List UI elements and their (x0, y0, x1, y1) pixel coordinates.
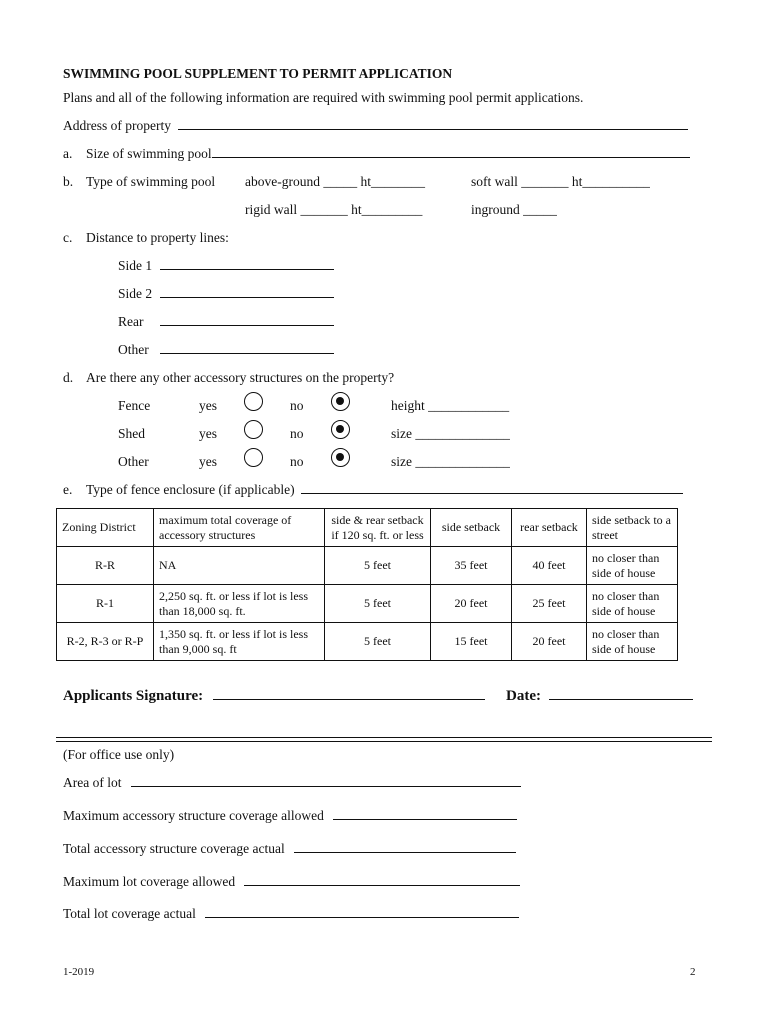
table-cell: 5 feet (325, 547, 431, 585)
other-no-label: no (290, 454, 304, 469)
fence-type-field[interactable] (301, 492, 683, 494)
actual-accessory-coverage-field[interactable] (294, 851, 516, 853)
max-accessory-coverage-field[interactable] (333, 818, 517, 820)
table-cell: 5 feet (325, 623, 431, 661)
table-header-cell: side setback to a street (587, 509, 678, 547)
size-row (86, 146, 690, 162)
table-header-row (57, 509, 678, 547)
type-label: Type of swimming pool (86, 174, 216, 189)
table-cell: 25 feet (512, 585, 587, 623)
address-label: Address of property (63, 118, 171, 133)
fence-type-label: Type of fence enclosure (if applicable) (86, 482, 295, 497)
max-lot-coverage-field[interactable] (244, 884, 520, 886)
revision-date: 1-2019 (63, 966, 95, 978)
type-letter: b. (63, 174, 74, 189)
soft-wall-field[interactable]: soft wall _______ ht__________ (471, 174, 650, 189)
actual-lot-coverage-label: Total lot coverage actual (63, 906, 196, 921)
distance-label: Distance to property lines: (86, 230, 229, 245)
fence-no-radio[interactable] (331, 392, 350, 411)
signature-label: Applicants Signature: (63, 688, 204, 704)
signature-field[interactable] (213, 698, 485, 700)
actual-lot-coverage-field[interactable] (205, 916, 519, 918)
inground-field[interactable]: inground _____ (471, 202, 557, 217)
table-header-cell: side & rear setback if 120 sq. ft. or less (325, 509, 431, 547)
divider-line (56, 741, 712, 742)
table-row (57, 585, 678, 623)
area-of-lot-label: Area of lot (63, 775, 122, 790)
fence-type-letter: e. (63, 482, 73, 497)
address-row (63, 118, 688, 134)
table-cell: 35 feet (431, 547, 512, 585)
shed-label: Shed (118, 426, 145, 441)
distance-rear-field[interactable] (160, 324, 334, 326)
other-label: Other (118, 454, 149, 469)
table-cell: R-R (57, 547, 154, 585)
other-size-field[interactable]: size ______________ (391, 454, 510, 469)
divider-line (56, 737, 712, 738)
intro-text: Plans and all of the following information are required with swimming pool permit applications. (63, 90, 584, 105)
distance-other-field[interactable] (160, 352, 334, 354)
shed-no-label: no (290, 426, 304, 441)
page-title: SWIMMING POOL SUPPLEMENT TO PERMIT APPLICATION (63, 66, 453, 81)
office-field-row (63, 906, 519, 922)
fence-yes-label: yes (199, 398, 217, 413)
office-field-row (63, 775, 521, 791)
table-cell: 2,250 sq. ft. or less if lot is less than 18,000 sq. ft. (154, 585, 325, 623)
table-cell: 15 feet (431, 623, 512, 661)
table-row (57, 547, 678, 585)
area-of-lot-field[interactable] (131, 785, 521, 787)
distance-letter: c. (63, 230, 73, 245)
distance-other-label: Other (118, 342, 149, 357)
other-no-radio[interactable] (331, 448, 350, 467)
date-label: Date: (506, 688, 541, 704)
max-accessory-coverage-label: Maximum accessory structure coverage allowed (63, 808, 324, 823)
table-cell: no closer than side of house (587, 623, 678, 661)
shed-size-field[interactable]: size ______________ (391, 426, 510, 441)
table-cell: no closer than side of house (587, 547, 678, 585)
shed-yes-radio[interactable] (244, 420, 263, 439)
size-letter: a. (63, 146, 73, 161)
other-yes-radio[interactable] (244, 448, 263, 467)
distance-rear-label: Rear (118, 314, 144, 329)
shed-yes-label: yes (199, 426, 217, 441)
distance-side1-field[interactable] (160, 268, 334, 270)
distance-side2-field[interactable] (160, 296, 334, 298)
above-ground-field[interactable]: above-ground _____ ht________ (245, 174, 425, 189)
other-yes-label: yes (199, 454, 217, 469)
zoning-table (56, 508, 678, 661)
address-field[interactable] (178, 128, 688, 130)
accessory-letter: d. (63, 370, 74, 385)
fence-yes-radio[interactable] (244, 392, 263, 411)
table-cell: 5 feet (325, 585, 431, 623)
max-lot-coverage-label: Maximum lot coverage allowed (63, 874, 236, 889)
date-row (506, 688, 693, 705)
table-cell: R-1 (57, 585, 154, 623)
actual-accessory-coverage-label: Total accessory structure coverage actual (63, 841, 285, 856)
fence-label: Fence (118, 398, 151, 413)
signature-row (63, 688, 485, 705)
table-cell: 20 feet (431, 585, 512, 623)
table-cell: R-2, R-3 or R-P (57, 623, 154, 661)
page-number: 2 (690, 966, 696, 978)
table-row (57, 623, 678, 661)
fence-height-field[interactable]: height ____________ (391, 398, 510, 413)
fence-type-row (86, 482, 683, 498)
rigid-wall-field[interactable]: rigid wall _______ ht_________ (245, 202, 423, 217)
accessory-label: Are there any other accessory structures on the property? (86, 370, 395, 385)
size-field[interactable] (212, 156, 690, 158)
office-header: (For office use only) (63, 747, 175, 762)
shed-no-radio[interactable] (331, 420, 350, 439)
table-cell: no closer than side of house (587, 585, 678, 623)
table-cell: 1,350 sq. ft. or less if lot is less than 9,000 sq. ft (154, 623, 325, 661)
distance-side1-label: Side 1 (118, 258, 153, 273)
table-cell: 20 feet (512, 623, 587, 661)
office-field-row (63, 841, 516, 857)
size-label: Size of swimming pool (86, 146, 212, 161)
date-field[interactable] (549, 698, 693, 700)
table-cell: 40 feet (512, 547, 587, 585)
fence-no-label: no (290, 398, 304, 413)
office-field-row (63, 808, 517, 824)
table-cell: NA (154, 547, 325, 585)
table-header-cell: maximum total coverage of accessory structures (154, 509, 325, 547)
table-header-cell: Zoning District (57, 509, 154, 547)
office-field-row (63, 874, 520, 890)
distance-side2-label: Side 2 (118, 286, 153, 301)
table-header-cell: rear setback (512, 509, 587, 547)
table-header-cell: side setback (431, 509, 512, 547)
